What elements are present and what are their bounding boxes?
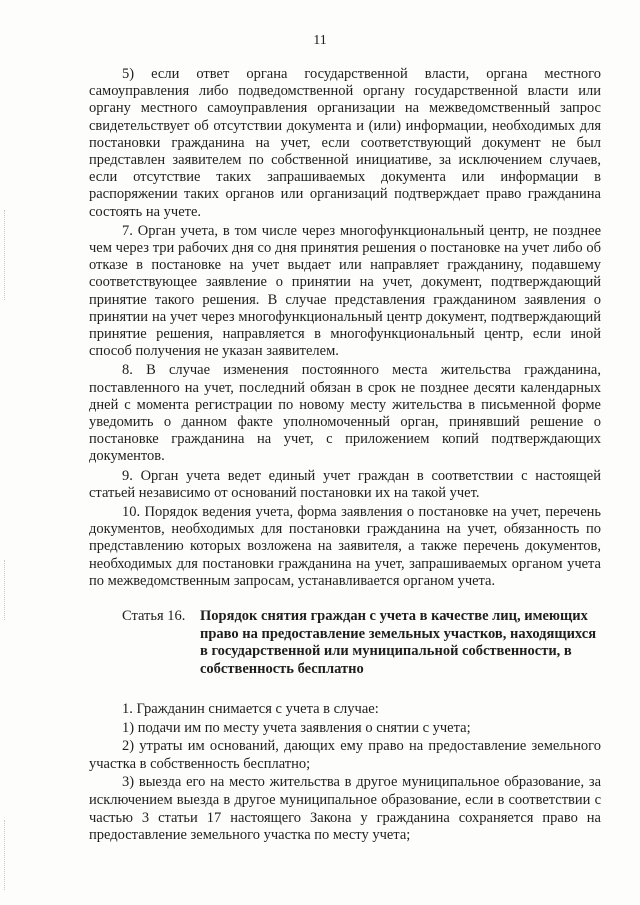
page-number: 11 [313, 33, 327, 48]
article-label: Статья 16. [122, 608, 186, 624]
article-heading [122, 608, 602, 678]
article-title: Порядок снятия граждан с учета в качестве лиц, имеющих право на предоставление земельных участков, находящихся в государственной или муниципальной собственности, в собственность бесплатно [200, 608, 597, 677]
paragraph-10: 10. Порядок ведения учета, форма заявления о постановке на учет, перечень документов, необходимых для постановки гражданина на учет, обязанность по представлению которых возложена на заявителя, а также перечень документов, необходимых для постановки гражданина на учет, запрашиваемых органом учета по межведомственным запросам, устанавливается органом учета. [89, 504, 601, 589]
paragraph-8: 8. В случае изменения постоянного места жительства гражданина, поставленного на учет, последний обязан в срок не позднее десяти календарных дней с момента регистрации по новому месту жительства в письменной форме уведомить о данном факте уполномоченный орган, принявший решение о постановке гражданина на учет, с приложением копий подтверждающих документов. [89, 362, 601, 465]
scan-margin-mark [4, 820, 7, 890]
paragraph-7: 7. Орган учета, в том числе через многофункциональный центр, не позднее чем через три рабочих дня со дня принятия решения о постановке на учет либо об отказе в постановке на учет выдает или направляет гражданину, подавшему соответствующее заявление о принятии на учет, документ, подтверждающий принятие такого решения. В случае представления гражданином заявления о принятии на учет через многофункциональный центр документ, подтверждающий принятие решения, направляется в многофункциональный центр, если иной способ получения не указан заявителем. [89, 222, 601, 360]
article-item-3: 3) выезда его на место жительства в другое муниципальное образование, за исключением выезда в другое муниципальное образование, если в соответствии с частью 3 статьи 17 настоящего Закона у гражданина сохраняется право на предоставление земельного участка по месту учета; [89, 774, 601, 844]
document-body [89, 66, 601, 592]
article-paragraph-1: 1. Гражданин снимается с учета в случае: [122, 701, 379, 717]
article-body [89, 701, 601, 846]
article-item-2: 2) утраты им оснований, дающих ему право на предоставление земельного участка в собственность бесплатно; [89, 738, 601, 772]
scan-margin-mark [4, 210, 7, 300]
paragraph-5-item: 5) если ответ органа государственной власти, органа местного самоуправления либо подведомственной органу государственной власти или органу местного самоуправления организации на межведомственный запрос свидетельствует об отсутствии документа и (или) информации, необходимых для постановки гражданина на учет, если соответствующий документ не был представлен заявителем по собственной инициативе, за исключением случаев, если отсутствие таких запрашиваемых документа или информации в распоряжении таких органов или организаций подтверждает право гражданина состоять на учете. [89, 66, 601, 220]
paragraph-9: 9. Орган учета ведет единый учет граждан в соответствии с настоящей статьей независимо от оснований постановки их на такой учет. [89, 467, 601, 501]
scan-margin-mark [4, 560, 7, 620]
article-item-1: 1) подачи им по месту учета заявления о снятии с учета; [122, 719, 471, 736]
